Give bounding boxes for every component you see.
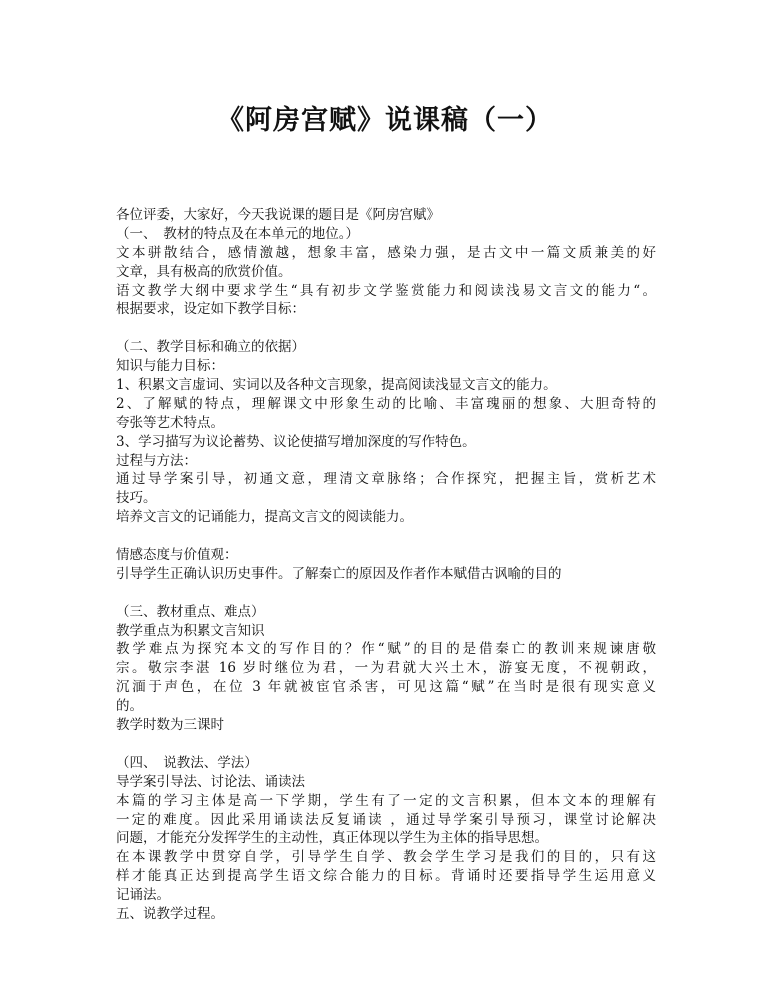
text-line: 导学案引导法、讨论法、诵读法 [116, 773, 305, 790]
text-line: 教学重点为积累文言知识 [116, 622, 265, 639]
text-line: 的。 [116, 698, 143, 715]
text-line: 语文教学大纲中要求学生“具有初步文学鉴赏能力和阅读浅易文言文的能力“。 [116, 282, 656, 299]
text-line: 培养文言文的记诵能力，提高文言文的阅读能力。 [116, 509, 413, 526]
text-line: 在本课教学中贯穿自学，引导学生自学、教会学生学习是我们的目的，只有这 [116, 849, 656, 866]
blank-line [116, 527, 656, 546]
text-line: 各位评委，大家好，今天我说课的题目是《阿房宫赋》 [116, 207, 440, 223]
text-line: 沉湎于声色，在位 3 年就被宦官杀害，可见这篇“赋”在当时是很有现实意义 [116, 679, 656, 696]
list-item: 2、了解赋的特点，理解课文中形象生动的比喻、丰富瑰丽的想象、大胆奇特的 [116, 395, 656, 412]
text-line: 通过导学案引导，初通文意，理清文章脉络；合作探究，把握主旨，赏析艺术 [116, 471, 656, 488]
text-line: 样才能真正达到提高学生语文综合能力的目标。背诵时还要指导学生运用意义 [116, 868, 656, 885]
text-line: 问题，才能充分发挥学生的主动性，真正体现以学生为主体的指导思想。 [116, 830, 548, 847]
section-heading: （三、教材重点、难点） [116, 603, 265, 620]
blank-line [116, 319, 656, 338]
text-line: 夸张等艺术特点。 [116, 414, 224, 431]
text-line: 记诵法。 [116, 887, 170, 904]
text-line: 宗。敬宗李湛 16 岁时继位为君，一为君就大兴土木，游宴无度，不视朝政， [116, 660, 656, 677]
section-heading: （四、 说教法、学法） [116, 754, 258, 771]
document-title: 《阿房宫赋》说课稿（一） [217, 105, 553, 136]
text-line: 教学时数为三课时 [116, 717, 224, 734]
document-body [116, 206, 656, 924]
section-heading: 五、说教学过程。 [116, 905, 224, 922]
blank-line [116, 584, 656, 603]
text-line: 根据要求，设定如下教学目标： [116, 301, 305, 318]
text-line: 一定的难度。因此采用诵读法反复诵读 ，通过导学案引导预习，课堂讨论解决 [116, 811, 656, 828]
text-line: 引导学生正确认识历史事件。了解秦亡的原因及作者作本赋借古讽喻的目的 [116, 565, 562, 582]
list-item: 1、积累文言虚词、实词以及各种文言现象，提高阅读浅显文言文的能力。 [116, 377, 557, 394]
subheading: 过程与方法： [116, 452, 197, 469]
section-heading: （一、 教材的特点及在本单元的地位。） [116, 225, 359, 242]
list-item: 3、学习描写为议论蓄势、议论使描写增加深度的写作特色。 [116, 433, 476, 450]
text-line: 技巧。 [116, 490, 157, 507]
text-line: 文章，具有极高的欣赏价值。 [116, 263, 292, 280]
blank-line [116, 735, 656, 754]
text-line: 文本骈散结合，感情激越，想象丰富，感染力强，是古文中一篇文质兼美的好 [116, 244, 656, 261]
text-line: 本篇的学习主体是高一下学期，学生有了一定的文言积累，但本文本的理解有 [116, 792, 656, 809]
subheading: 情感态度与价值观： [116, 547, 238, 564]
section-heading: （二、教学目标和确立的依据） [116, 339, 305, 356]
text-line: 教学难点为探究本文的写作目的？作“赋”的目的是借秦亡的教训来规谏唐敬 [116, 641, 656, 658]
subheading: 知识与能力目标： [116, 358, 224, 375]
